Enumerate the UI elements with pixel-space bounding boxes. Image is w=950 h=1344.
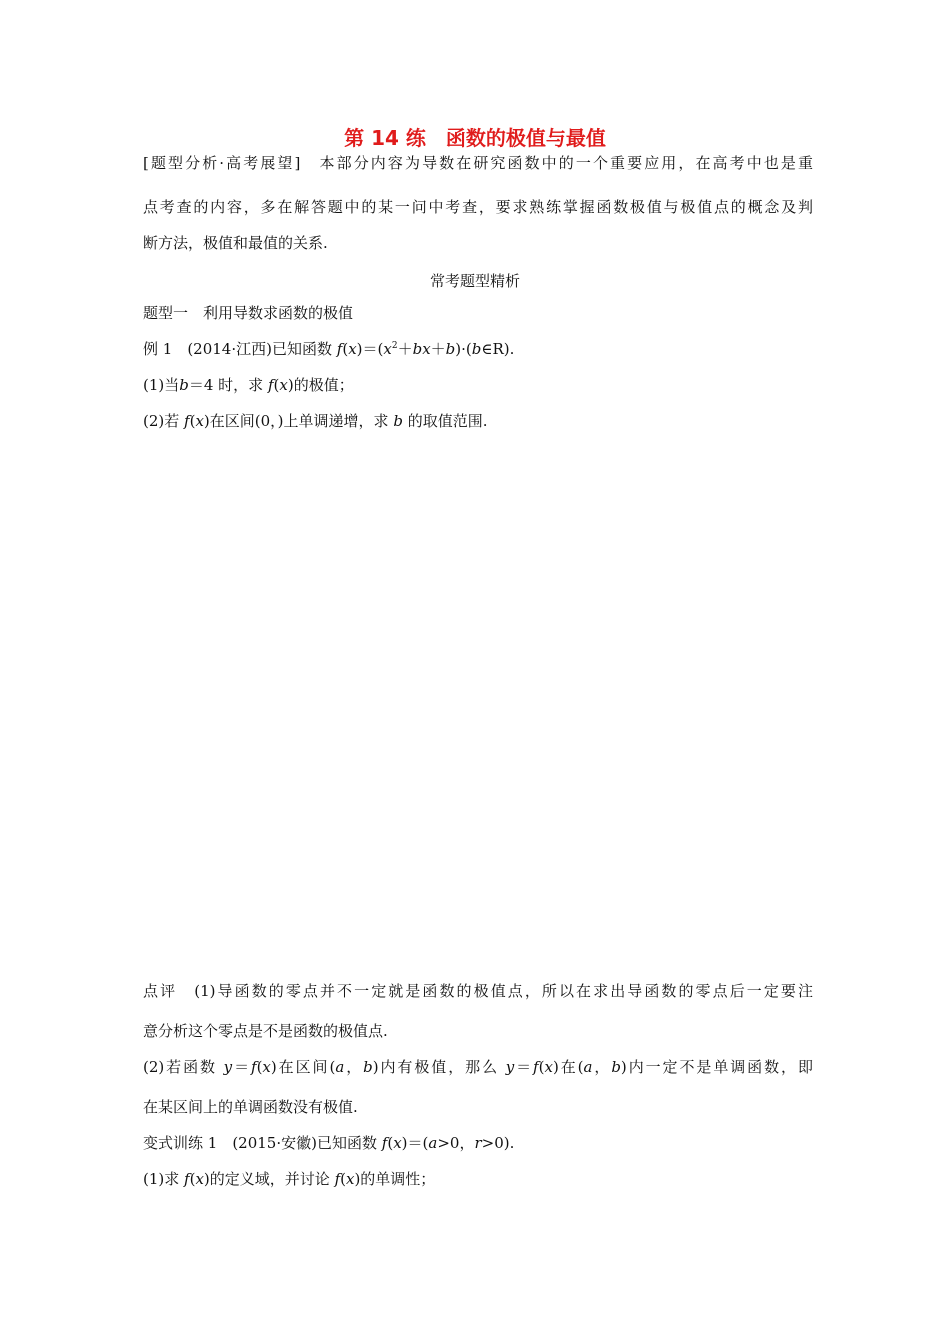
- q-text: (1)当: [143, 376, 180, 394]
- math-f: f: [251, 1058, 257, 1076]
- intro-text-1: 本部分内容为导数在研究函数中的一个重要应用，在高考中也是重: [319, 154, 813, 172]
- variant-label: 变式训练 1: [143, 1134, 218, 1152]
- intro-tag: [题型分析·高考展望]: [143, 154, 301, 172]
- v-text: (1)求: [143, 1170, 180, 1188]
- c-text: )在区间(: [270, 1058, 336, 1076]
- section-heading: 常考题型精析: [429, 272, 520, 290]
- math-b: b: [393, 412, 403, 430]
- example-label: 例 1: [143, 340, 173, 358]
- math-x: x: [348, 340, 357, 358]
- q-text: ＝4 时，求: [188, 376, 264, 394]
- v-text: >0).: [481, 1134, 515, 1152]
- q-text: )的极值；: [287, 376, 354, 394]
- math-plus: ＋: [397, 340, 413, 358]
- math-bx: bx: [412, 340, 431, 358]
- math-f: f: [334, 1170, 341, 1188]
- math-b: b: [611, 1058, 621, 1076]
- comment-line-2: 意分析这个零点是不是函数的极值点.: [143, 1022, 388, 1040]
- comment-label: 点评: [143, 982, 178, 1000]
- math-x2: x: [383, 340, 392, 358]
- c-text: )内一定不是单调函数，即: [620, 1058, 813, 1076]
- math-b: b: [179, 376, 189, 394]
- math-f: f: [184, 412, 190, 430]
- v-text: )的单调性；: [354, 1170, 436, 1188]
- c-text: ，: [344, 1058, 364, 1076]
- math-r: r: [474, 1134, 482, 1152]
- c-text: (2)若函数: [143, 1058, 217, 1076]
- math-x: x: [195, 412, 204, 430]
- math-a: a: [335, 1058, 345, 1076]
- math-tail: )·(: [455, 340, 472, 358]
- math-eq: ＝: [232, 1058, 251, 1076]
- math-eq: )＝(: [356, 340, 384, 358]
- math-x: x: [279, 376, 288, 394]
- math-x: x: [262, 1058, 271, 1076]
- comment-line-4: 在某区间上的单调函数没有极值.: [143, 1098, 358, 1116]
- example-source: (2014·江西)已知函数: [187, 340, 332, 358]
- math-f: f: [267, 376, 274, 394]
- example1-question-1: (1)当b＝4 时，求 f(x)的极值；: [143, 376, 354, 394]
- math-x: x: [544, 1058, 553, 1076]
- math-b: b: [445, 340, 456, 358]
- math-x: x: [195, 1170, 204, 1188]
- q-text: 的取值范围.: [407, 412, 488, 430]
- intro-line-1: [143, 152, 813, 174]
- intro-line-3: 断方法，极值和最值的关系.: [143, 234, 328, 252]
- page-title: 第 14 练 函数的极值与最值: [344, 126, 606, 150]
- type1-heading: 题型一 利用导数求函数的极值: [143, 304, 354, 322]
- math-a: a: [428, 1134, 438, 1152]
- variant1-question-1: (1)求 f(x)的定义域，并讨论 f(x)的单调性；: [143, 1170, 436, 1188]
- math-eq: ＝: [514, 1058, 534, 1076]
- variant1-statement: 变式训练 1 (2015·安徽)已知函数 f(x)＝(a>0，r>0).: [143, 1134, 515, 1152]
- math-tail: ∈R).: [481, 340, 515, 358]
- math-x: x: [345, 1170, 355, 1188]
- math-f: f: [184, 1170, 190, 1188]
- q-text: (2)若: [143, 412, 180, 430]
- example1-question-2: (2)若 f(x)在区间(0，)上单调递增，求 b 的取值范围.: [143, 412, 488, 430]
- math-f: f: [381, 1134, 388, 1152]
- math-f: f: [533, 1058, 539, 1076]
- math-y: y: [505, 1058, 515, 1076]
- example1-statement: 例 1 (2014·江西)已知函数 $f(x)=(x^2+bx+b)\cdot(b\in R)$.: [143, 340, 515, 358]
- math-plus: ＋: [430, 340, 446, 358]
- math-x: x: [393, 1134, 402, 1152]
- math-b: b: [471, 340, 482, 358]
- comment-line-1: [143, 980, 813, 1002]
- v-text: )的定义域，并讨论: [203, 1170, 330, 1188]
- math-f: f: [336, 340, 343, 358]
- q-text: )在区间(0，)上单调递增，求: [203, 412, 389, 430]
- c-text: )内有极值，那么: [372, 1058, 499, 1076]
- v-text: )＝(: [401, 1134, 429, 1152]
- comment-line-3: (2)若函数 y＝f(x)在区间(a，b)内有极值，那么 y＝f(x)在(a，b)内一定不是单调函数，即: [143, 1058, 813, 1076]
- c-text: )在(: [552, 1058, 584, 1076]
- math-a: a: [583, 1058, 593, 1076]
- comment-text: (1)导函数的零点并不一定就是函数的极值点，所以在求出导函数的零点后一定要注: [194, 982, 813, 1000]
- intro-line-2: 点考查的内容，多在解答题中的某一问中考查，要求熟练掌握函数极值与极值点的概念及判: [143, 198, 813, 216]
- math-exp: 2: [391, 341, 398, 351]
- math-y: y: [223, 1058, 233, 1076]
- v-text: >0，: [437, 1134, 475, 1152]
- math-b: b: [363, 1058, 373, 1076]
- c-text: ，: [592, 1058, 612, 1076]
- variant-source: (2015·安徽)已知函数: [232, 1134, 377, 1152]
